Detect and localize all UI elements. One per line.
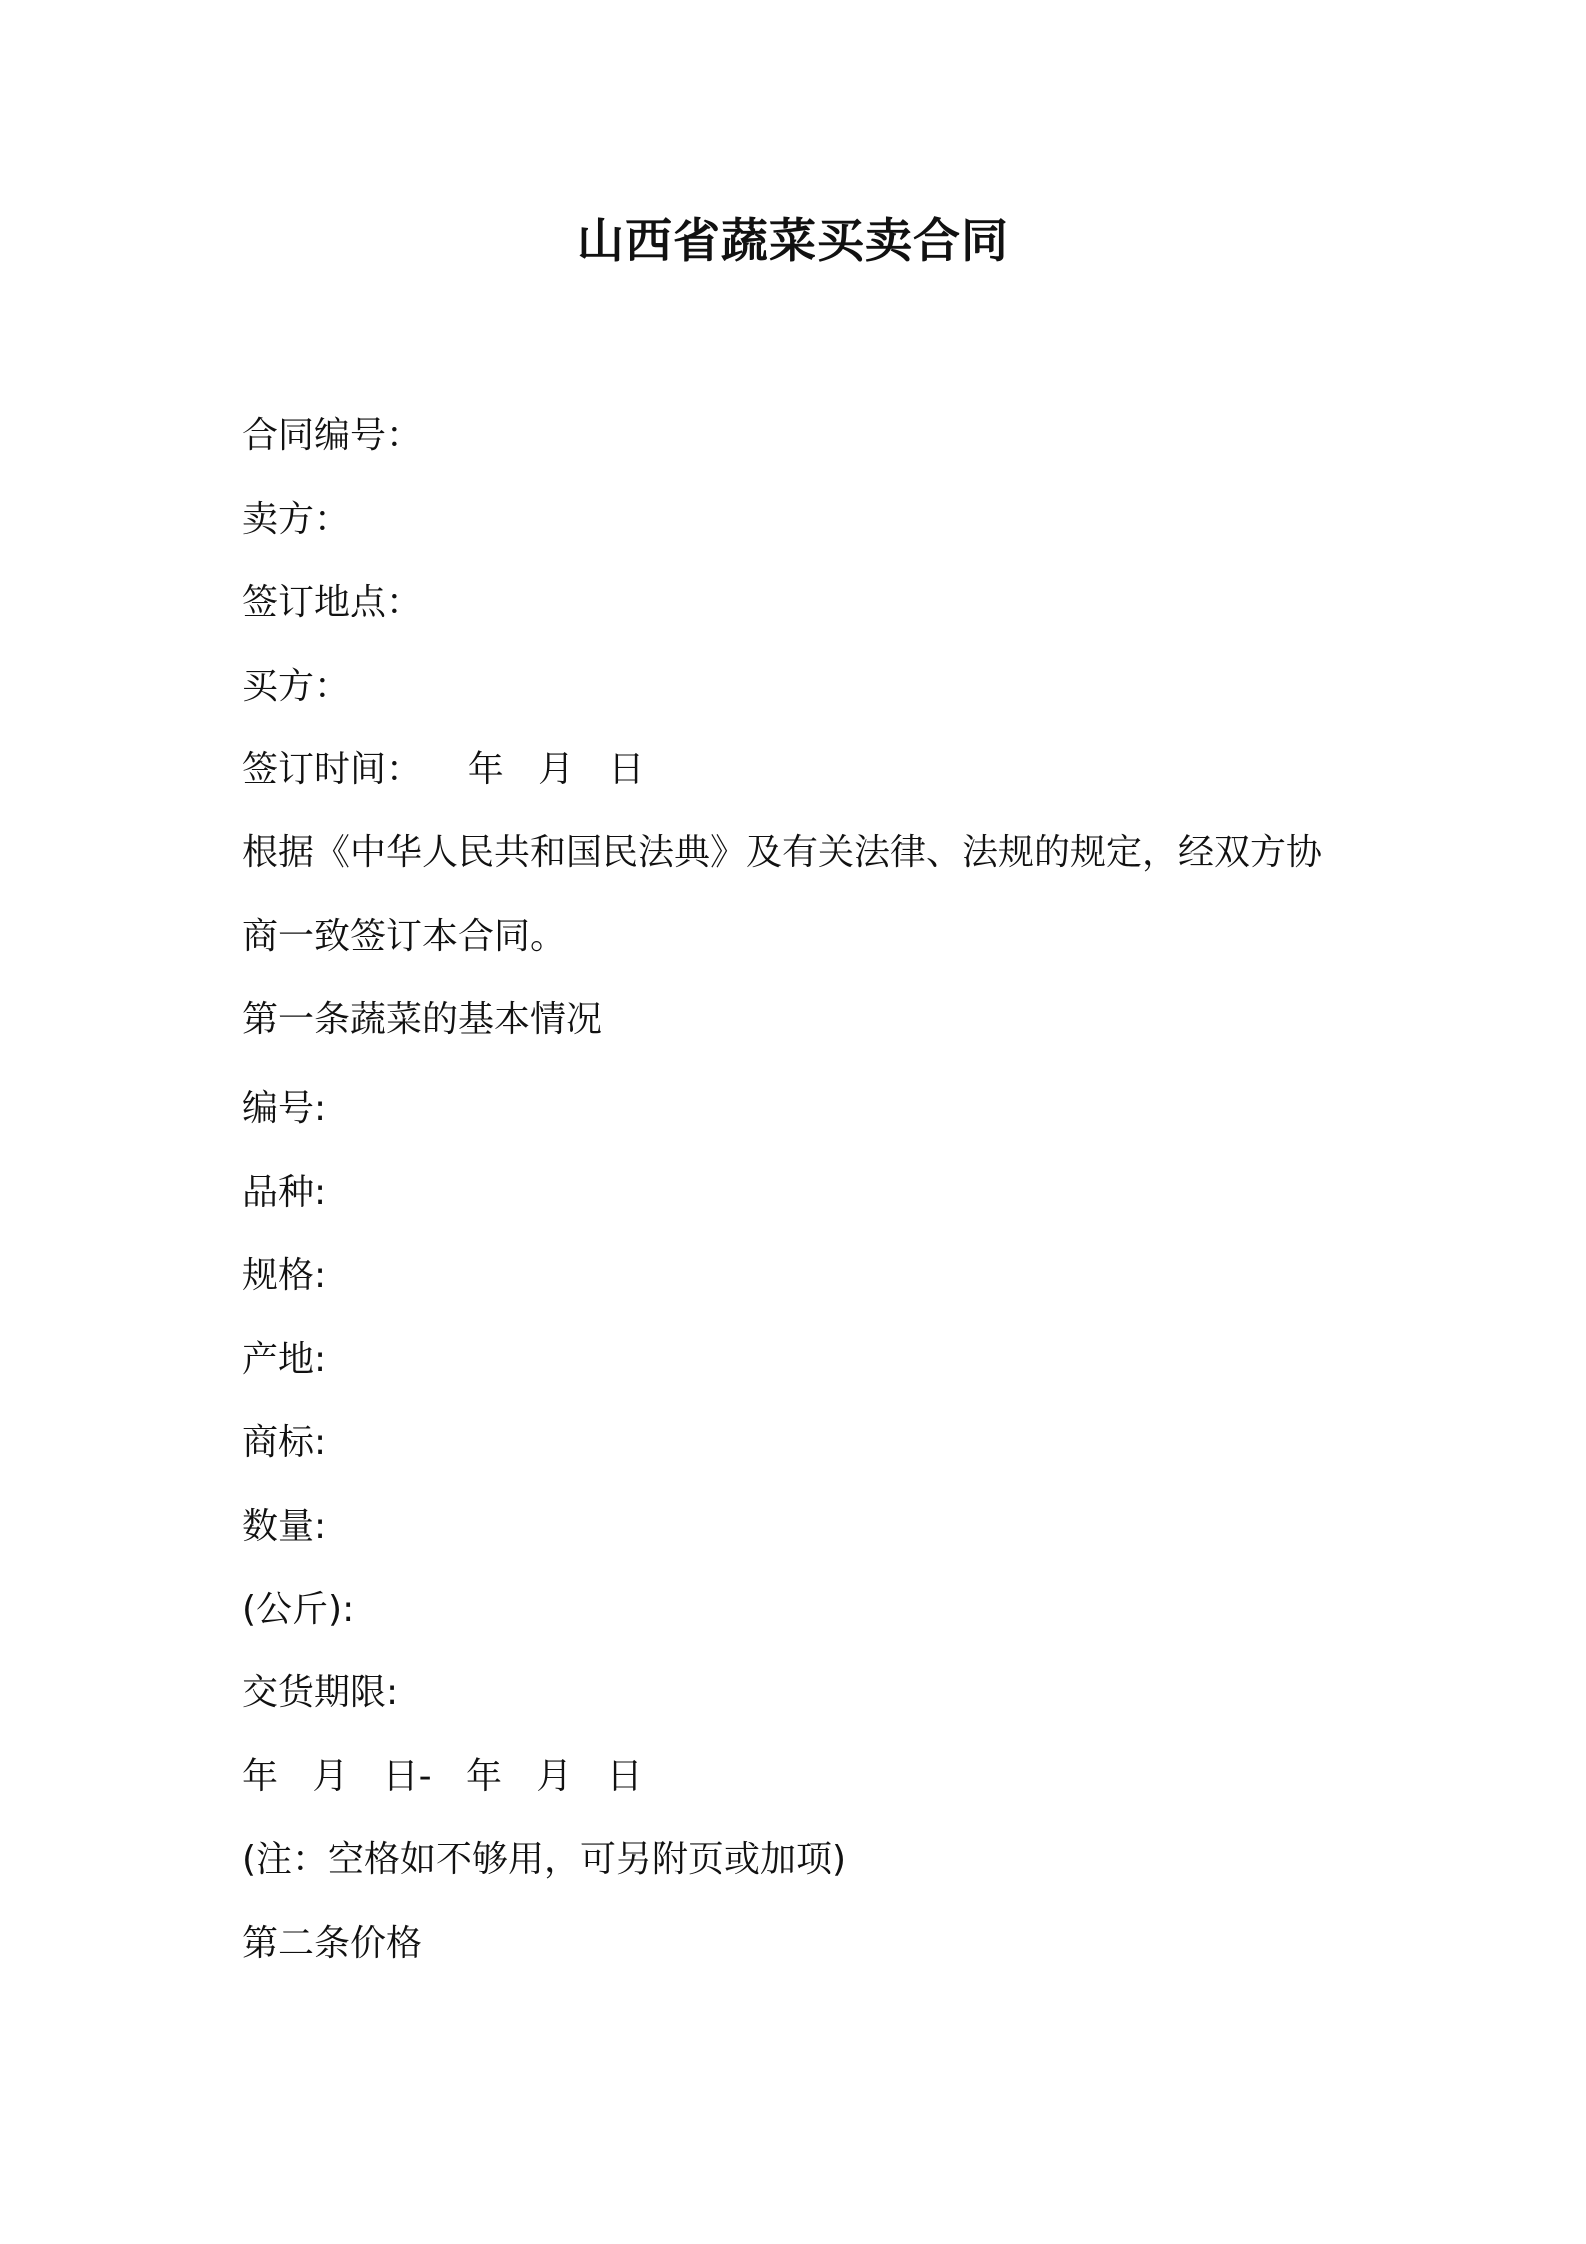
delivery-period-label: 交货期限: [242,1672,399,1713]
variety-label: 品种: [242,1172,327,1213]
delivery-date-range: 年 月 日- 年 月 日 [242,1756,643,1797]
page-title: 山西省蔬菜买卖合同 [577,214,1009,269]
origin-label: 产地: [242,1339,327,1380]
preamble-line-1: 根据《中华人民共和国民法典》及有关法律、法规的规定，经双方协 [242,832,1323,873]
note-text: (注：空格如不够用，可另附页或加项) [242,1839,847,1880]
buyer-label: 买方： [242,666,351,707]
trademark-label: 商标: [242,1422,327,1463]
quantity-label: 数量: [242,1506,327,1547]
signing-place-label: 签订地点： [242,582,423,623]
quantity-unit-label: (公斤): [242,1589,355,1630]
specification-label: 规格: [242,1255,327,1296]
contract-number-label: 合同编号： [242,415,423,456]
preamble-line-2: 商一致签订本合同。 [242,916,567,957]
seller-label: 卖方： [242,499,351,540]
article-1-heading: 第一条蔬菜的基本情况 [242,999,603,1040]
article-2-heading: 第二条价格 [242,1923,423,1964]
signing-date-label: 签订时间： 年 月 日 [242,749,645,790]
item-number-label: 编号: [242,1088,327,1129]
